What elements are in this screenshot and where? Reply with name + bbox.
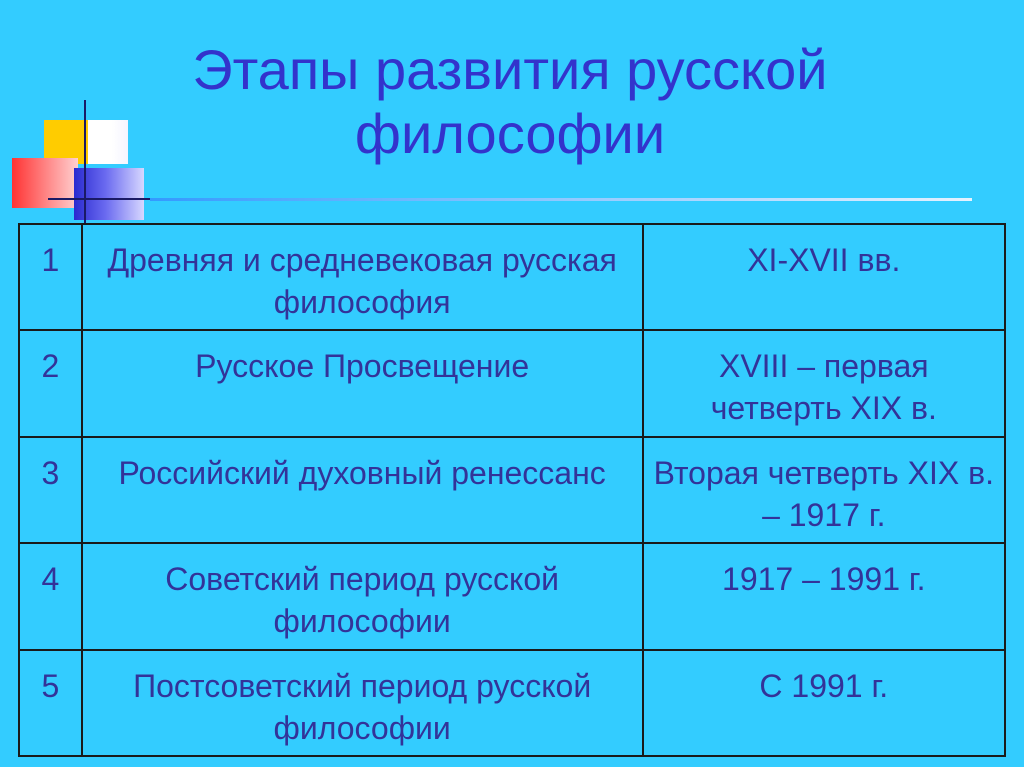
table-row <box>19 650 1005 756</box>
stage-number: 1 <box>19 224 82 330</box>
stage-period: XI-XVII вв. <box>643 224 1005 330</box>
stages-table <box>18 223 1006 757</box>
slide-title: Этапы развития русской философии <box>192 38 828 165</box>
stage-name: Древняя и средневековая русская философия <box>82 224 643 330</box>
table-row <box>19 330 1005 436</box>
stage-period: XVIII – первая четверть XIX в. <box>643 330 1005 436</box>
logo-red-square <box>12 158 78 208</box>
table-row <box>19 224 1005 330</box>
table-row <box>19 543 1005 649</box>
stage-period: 1917 – 1991 г. <box>643 543 1005 649</box>
decorative-logo <box>0 0 160 240</box>
stage-number: 4 <box>19 543 82 649</box>
logo-vertical-line <box>84 100 86 224</box>
logo-white-square <box>88 120 128 164</box>
stage-period: Вторая четверть XIX в. – 1917 г. <box>643 437 1005 543</box>
stage-name: Русское Просвещение <box>82 330 643 436</box>
stage-number: 3 <box>19 437 82 543</box>
table-row <box>19 437 1005 543</box>
title-underline <box>150 198 972 201</box>
stage-number: 5 <box>19 650 82 756</box>
stage-name: Постсоветский период русской философии <box>82 650 643 756</box>
stage-name: Российский духовный ренессанс <box>82 437 643 543</box>
stage-name: Советский период русской философии <box>82 543 643 649</box>
stage-period: С 1991 г. <box>643 650 1005 756</box>
stage-number: 2 <box>19 330 82 436</box>
logo-horizontal-line <box>48 198 158 200</box>
